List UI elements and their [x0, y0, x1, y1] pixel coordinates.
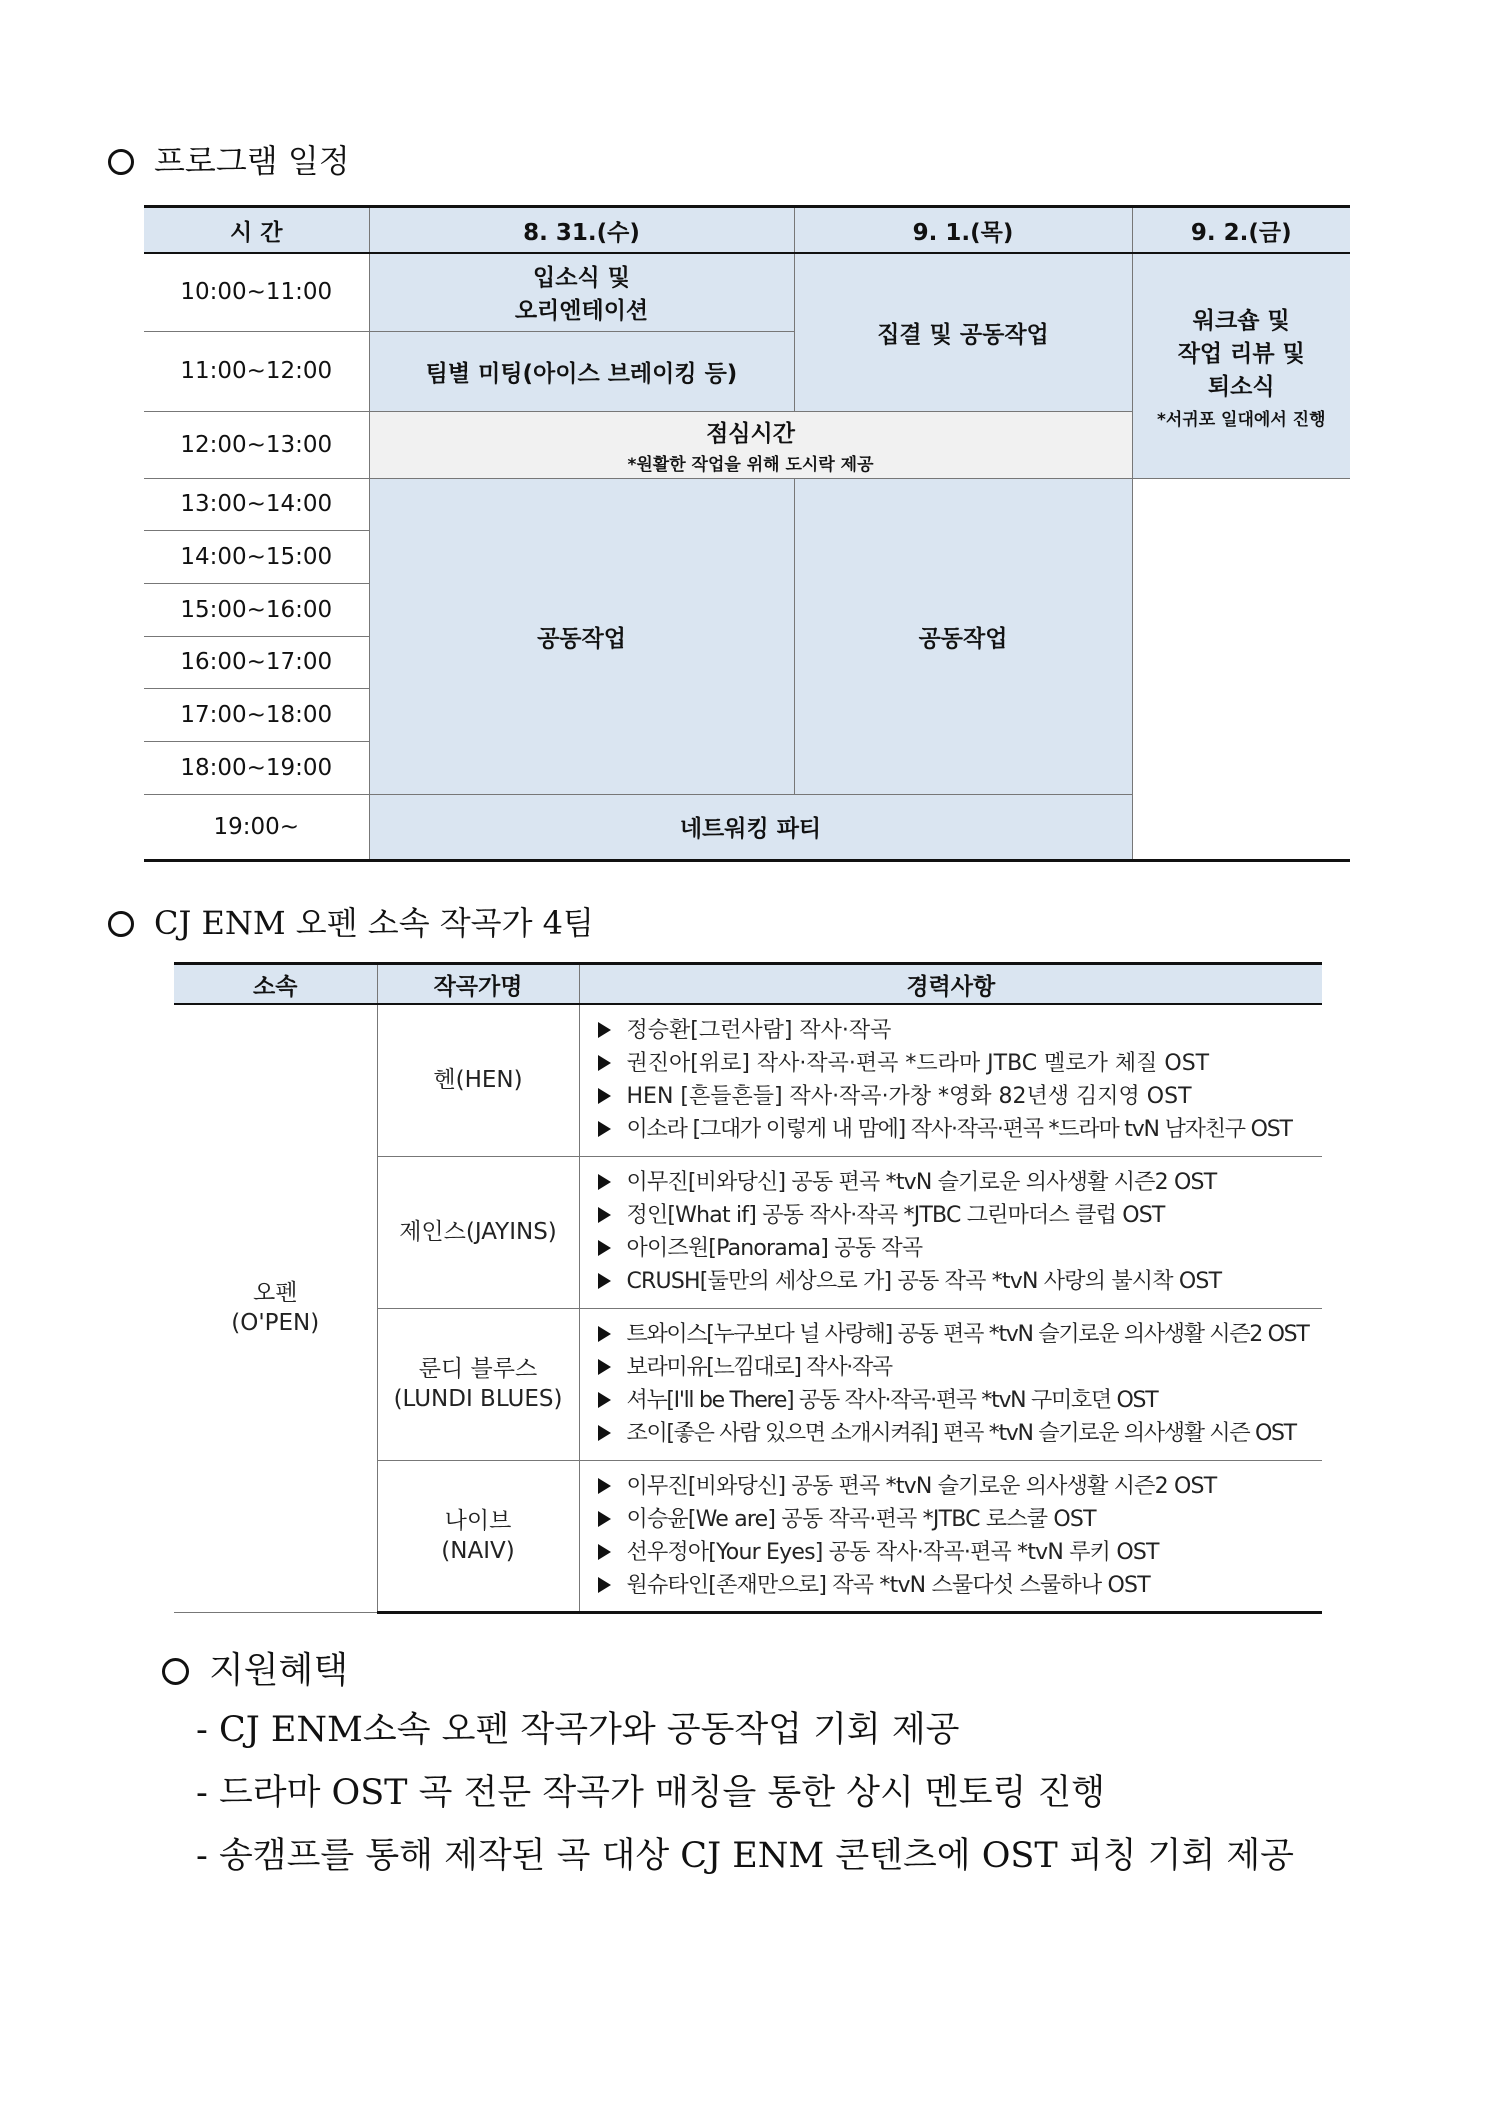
benefit-item: - 드라마 OST 곡 전문 작곡가 매칭을 통한 상시 멘토링 진행 [196, 1773, 1106, 1813]
team-name: 헨(HEN) [377, 1004, 579, 1156]
day1-team-meeting: 팀별 미팅(아이스 브레이킹 등) [369, 331, 794, 411]
triangle-bullet-icon [598, 1055, 611, 1071]
team-career [579, 1004, 1322, 1156]
triangle-bullet-icon [598, 1240, 611, 1256]
day3-empty [1132, 478, 1350, 860]
circle-bullet-icon [162, 1658, 189, 1685]
time-cell: 19:00~ [144, 794, 369, 860]
career-item: 권진아[위로] 작사·작곡·편곡 *드라마 JTBC 멜로가 체질 OST [598, 1047, 1323, 1080]
triangle-bullet-icon [598, 1392, 611, 1408]
career-item: 조이[좋은 사람 있으면 소개시켜줘] 편곡 *tvN 슬기로운 의사생활 시즌 OST [598, 1417, 1323, 1450]
team-name: 제인스(JAYINS) [377, 1156, 579, 1308]
team-name: 나이브 (NAIV) [377, 1460, 579, 1612]
time-cell: 18:00~19:00 [144, 741, 369, 794]
header-day2: 9. 1.(목) [794, 207, 1132, 254]
career-item: HEN [흔들흔들] 작사·작곡·가창 *영화 82년생 김지영 OST [598, 1080, 1323, 1113]
header-composer-name: 작곡가명 [377, 964, 579, 1005]
triangle-bullet-icon [598, 1359, 611, 1375]
day2-cowork: 공동작업 [794, 478, 1132, 794]
career-item: CRUSH[둘만의 세상으로 가] 공동 작곡 *tvN 사랑의 불시착 OST [598, 1265, 1323, 1298]
triangle-bullet-icon [598, 1511, 611, 1527]
composers-heading: CJ ENM 오펜 소속 작곡가 4팀 [108, 898, 594, 944]
circle-bullet-icon [108, 911, 134, 937]
team-career [579, 1156, 1322, 1308]
program-schedule-heading: 프로그램 일정 [108, 136, 350, 182]
day1-cowork: 공동작업 [369, 478, 794, 794]
schedule-row [144, 253, 1350, 331]
time-cell: 15:00~16:00 [144, 583, 369, 636]
header-day3: 9. 2.(금) [1132, 207, 1350, 254]
benefit-item: - CJ ENM소속 오펜 작곡가와 공동작업 기회 제공 [196, 1710, 960, 1750]
composers-header-row [174, 964, 1322, 1005]
career-item: 선우정아[Your Eyes] 공동 작사·작곡·편곡 *tvN 루키 OST [598, 1536, 1323, 1569]
lunch-cell: 점심시간 *원활한 작업을 위해 도시락 제공 [369, 411, 1132, 478]
career-item: 보라미유[느낌대로] 작사·작곡 [598, 1351, 1323, 1384]
header-affiliation: 소속 [174, 964, 377, 1005]
career-item: 아이즈원[Panorama] 공동 작곡 [598, 1232, 1323, 1265]
triangle-bullet-icon [598, 1577, 611, 1593]
benefits-heading: 지원혜택 [162, 1642, 348, 1693]
career-item: 트와이스[누구보다 널 사랑해] 공동 편곡 *tvN 슬기로운 의사생활 시즌2 OST [598, 1318, 1323, 1351]
career-item: 정승환[그런사람] 작사·작곡 [598, 1014, 1323, 1047]
day2-gather: 집결 및 공동작업 [794, 253, 1132, 411]
circle-bullet-icon [108, 149, 134, 175]
time-cell: 17:00~18:00 [144, 688, 369, 741]
networking-party: 네트워킹 파티 [369, 794, 1132, 860]
time-cell: 12:00~13:00 [144, 411, 369, 478]
header-career: 경력사항 [579, 964, 1322, 1005]
triangle-bullet-icon [598, 1207, 611, 1223]
time-cell: 14:00~15:00 [144, 530, 369, 583]
team-career [579, 1460, 1322, 1612]
benefit-item: - 송캠프를 통해 제작된 곡 대상 CJ ENM 콘텐츠에 OST 피칭 기회 제공 [196, 1836, 1294, 1876]
composers-table [174, 962, 1322, 1614]
schedule-header-row [144, 207, 1350, 254]
triangle-bullet-icon [598, 1121, 611, 1137]
career-item: 원슈타인[존재만으로] 작곡 *tvN 스물다섯 스물하나 OST [598, 1569, 1323, 1602]
triangle-bullet-icon [598, 1273, 611, 1289]
day1-orientation: 입소식 및 오리엔테이션 [369, 253, 794, 331]
career-item: 정인[What if] 공동 작사·작곡 *JTBC 그린마더스 클럽 OST [598, 1199, 1323, 1232]
triangle-bullet-icon [598, 1022, 611, 1038]
team-name: 룬디 블루스 (LUNDI BLUES) [377, 1308, 579, 1460]
time-cell: 11:00~12:00 [144, 331, 369, 411]
triangle-bullet-icon [598, 1425, 611, 1441]
team-career [579, 1308, 1322, 1460]
schedule-row [144, 478, 1350, 530]
team-row [174, 1004, 1322, 1156]
career-item: 이무진[비와당신] 공동 편곡 *tvN 슬기로운 의사생활 시즌2 OST [598, 1470, 1323, 1503]
career-item: 이승윤[We are] 공동 작곡·편곡 *JTBC 로스쿨 OST [598, 1503, 1323, 1536]
career-item: 이소라 [그대가 이렇게 내 맘에] 작사·작곡·편곡 *드라마 tvN 남자친구 OST [598, 1113, 1323, 1146]
career-item: 셔누[I'll be There] 공동 작사·작곡·편곡 *tvN 구미호뎐 OST [598, 1384, 1323, 1417]
triangle-bullet-icon [598, 1478, 611, 1494]
career-item: 이무진[비와당신] 공동 편곡 *tvN 슬기로운 의사생활 시즌2 OST [598, 1166, 1323, 1199]
triangle-bullet-icon [598, 1174, 611, 1190]
time-cell: 10:00~11:00 [144, 253, 369, 331]
schedule-table [144, 205, 1350, 862]
time-cell: 13:00~14:00 [144, 478, 369, 530]
triangle-bullet-icon [598, 1088, 611, 1104]
affiliation-cell: 오펜 (O'PEN) [174, 1004, 377, 1612]
header-day1: 8. 31.(수) [369, 207, 794, 254]
triangle-bullet-icon [598, 1544, 611, 1560]
day3-workshop: 워크숍 및 작업 리뷰 및 퇴소식 *서귀포 일대에서 진행 [1132, 253, 1350, 478]
triangle-bullet-icon [598, 1326, 611, 1342]
header-time: 시 간 [144, 207, 369, 254]
time-cell: 16:00~17:00 [144, 636, 369, 688]
